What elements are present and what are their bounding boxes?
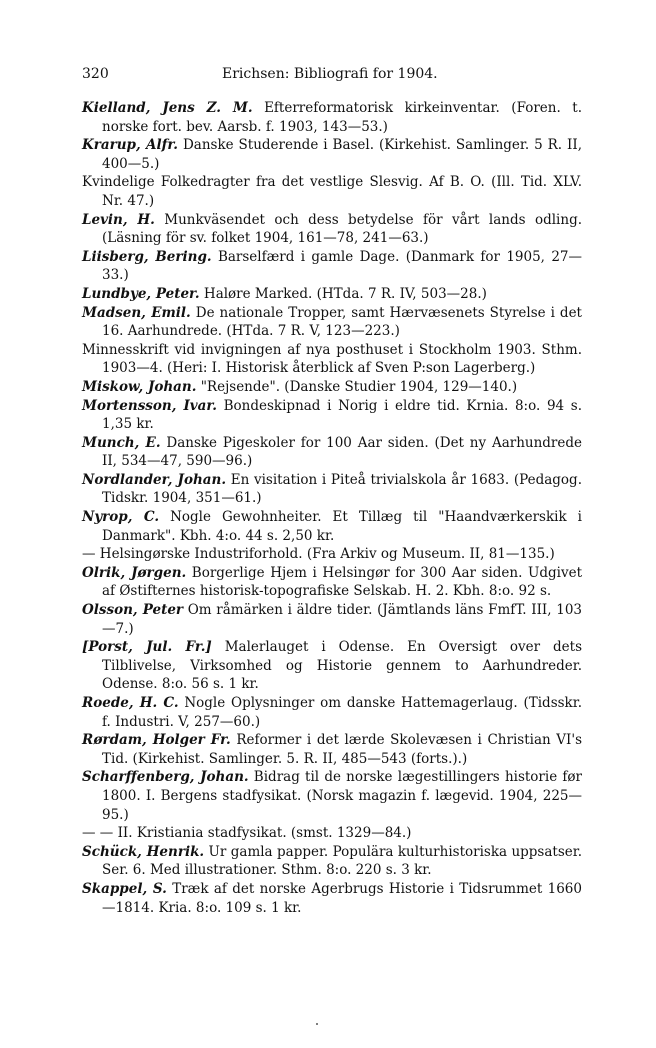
entry-text: En visitation i Piteå trivialskola år 1683. (Pedagog. Tidskr. 1904, 351—61.) bbox=[102, 471, 582, 507]
entry-text: Munkväsendet och dess betydelse för vårt lands odling. (Läsning för sv. folket 1904, 161—78, 241—63.) bbox=[102, 211, 582, 247]
bibliography-entry bbox=[82, 471, 582, 508]
bibliography-entry bbox=[82, 341, 582, 378]
entry-text: Kvindelige Folkedragter fra det vestlige Slesvig. Af B. O. (Ill. Tid. XLV. Nr. 47.) bbox=[82, 174, 582, 209]
entry-text: Nogle Oplysninger om danske Hattemagerlaug. (Tidsskr. f. Industri. V, 257—60.) bbox=[102, 695, 582, 730]
entry-author: Miskow, Johan. bbox=[82, 378, 197, 395]
entry-text: — — II. Kristiania stadfysikat. (smst. 1329—84.) bbox=[82, 825, 412, 842]
bibliography-entry bbox=[82, 545, 582, 564]
entry-text: Reformer i det lærde Skolevæsen i Christian VI's Tid. (Kirkehist. Samlinger. 5. R. II, 485—543 (forts.).) bbox=[102, 732, 583, 767]
entry-text: Barselfærd i gamle Dage. (Danmark for 1905, 27—33.) bbox=[102, 248, 582, 284]
bibliography-entry bbox=[82, 378, 582, 397]
entry-text: De nationale Tropper, samt Hærvæsenets Styrelse i det 16. Aarhundrede. (HTda. 7 R. V, 123—223.) bbox=[102, 304, 582, 340]
entry-author: Munch, E. bbox=[82, 434, 161, 451]
bibliography-entry bbox=[82, 285, 582, 304]
bibliography-entry bbox=[82, 694, 582, 731]
entry-text: Malerlauget i Odense. En Oversigt over dets Tilblivelse, Virksomhed og Historie gennem to Aarhundreder. Odense. 8:o. 56 s. 1 kr. bbox=[102, 639, 583, 693]
entry-author: Madsen, Emil. bbox=[82, 304, 191, 321]
bibliography-entry bbox=[82, 211, 582, 248]
entry-text: Bidrag til de norske lægestillingers historie før 1800. I. Bergens stadfysikat. (Norsk magazin f. lægevid. 1904, 225—95.) bbox=[102, 769, 582, 823]
bibliography-entry bbox=[82, 564, 582, 601]
page-number: 320 bbox=[82, 66, 109, 82]
entry-author: Lundbye, Peter. bbox=[82, 285, 200, 302]
entry-author: Olrik, Jørgen. bbox=[82, 564, 187, 581]
page-header bbox=[82, 66, 582, 88]
entry-text: Minnesskrift vid invigningen af nya posthuset i Stockholm 1903. Sthm. 1903—4. (Heri: I. Historisk återblick af Sven P:son Lagerberg.) bbox=[82, 341, 582, 377]
entry-text: Ur gamla papper. Populära kulturhistoriska uppsatser. Ser. 6. Med illustrationer. Sthm. 8:o. 220 s. 3 kr. bbox=[102, 843, 583, 879]
bibliography-entry bbox=[82, 731, 582, 768]
entry-author: Olsson, Peter bbox=[82, 602, 184, 619]
entry-author: Scharffenberg, Johan. bbox=[82, 769, 249, 786]
entry-author: Roede, H. C. bbox=[82, 695, 179, 711]
bibliography-entry bbox=[82, 434, 582, 471]
bibliography-entry bbox=[82, 173, 582, 210]
bibliography-entry bbox=[82, 843, 582, 880]
bibliography-entry bbox=[82, 638, 582, 694]
entry-text: "Rejsende". (Danske Studier 1904, 129—140.) bbox=[196, 378, 518, 395]
bibliography-entry bbox=[82, 768, 582, 824]
entry-text: Træk af det norske Agerbrugs Historie i Tidsrummet 1660—1814. Kria. 8:o. 109 s. 1 kr. bbox=[102, 880, 582, 916]
entry-text: Borgerlige Hjem i Helsingør for 300 Aar siden. Udgivet af Østifternes historisk-topografiske Selskab. H. 2. Kbh. 8:o. 92 s. bbox=[102, 564, 582, 600]
bibliography-entry bbox=[82, 304, 582, 341]
print-speck bbox=[316, 1023, 318, 1025]
bibliography-entry bbox=[82, 880, 582, 917]
entry-text: Bondeskipnad i Norig i eldre tid. Krnia. 8:o. 94 s. 1,35 kr. bbox=[102, 397, 582, 433]
bibliography-entry bbox=[82, 136, 582, 173]
entry-author: Nyrop, C. bbox=[82, 509, 160, 526]
entry-text: Haløre Marked. (HTda. 7 R. IV, 503—28.) bbox=[199, 285, 487, 302]
entry-author: Krarup, Alfr. bbox=[82, 137, 178, 154]
entry-text: Om råmärken i äldre tider. (Jämtlands läns FmfT. III, 103—7.) bbox=[102, 602, 582, 637]
entry-author: Schück, Henrik. bbox=[82, 843, 205, 860]
bibliography-entry bbox=[82, 601, 582, 638]
entry-author: Levin, H. bbox=[82, 211, 155, 228]
entry-author: [Porst, Jul. Fr.] bbox=[82, 639, 212, 656]
bibliography-entry bbox=[82, 248, 582, 285]
bibliography-entry bbox=[82, 824, 582, 843]
entry-text: Efterreformatorisk kirkeinventar. (Foren. t. norske fort. bev. Aarsb. f. 1903, 143—53.) bbox=[102, 100, 582, 135]
bibliography-entry bbox=[82, 99, 582, 136]
entry-text: Danske Pigeskoler for 100 Aar siden. (Det ny Aarhundrede II, 534—47, 590—96.) bbox=[102, 434, 583, 470]
entry-author: Skappel, S. bbox=[82, 880, 167, 897]
entry-author: Liisberg, Bering. bbox=[82, 248, 212, 265]
entry-author: Mortensson, Ivar. bbox=[82, 397, 217, 414]
entry-text: — Helsingørske Industriforhold. (Fra Arkiv og Museum. II, 81—135.) bbox=[82, 546, 555, 563]
entry-author: Rørdam, Holger Fr. bbox=[82, 732, 231, 749]
entry-author: Nordlander, Johan. bbox=[82, 471, 227, 488]
bibliography-list bbox=[82, 99, 582, 917]
running-title: Erichsen: Bibliografi for 1904. bbox=[222, 66, 438, 82]
entry-author: Kielland, Jens Z. M. bbox=[82, 100, 253, 116]
entry-text: Nogle Gewohnheiter. Et Tillæg til "Haandværkerskik i Danmark". Kbh. 4:o. 44 s. 2,50 kr. bbox=[102, 509, 582, 544]
bibliography-entry bbox=[82, 508, 582, 545]
bibliography-entry bbox=[82, 397, 582, 434]
entry-text: Danske Studerende i Basel. (Kirkehist. Samlinger. 5 R. II, 400—5.) bbox=[102, 137, 583, 172]
